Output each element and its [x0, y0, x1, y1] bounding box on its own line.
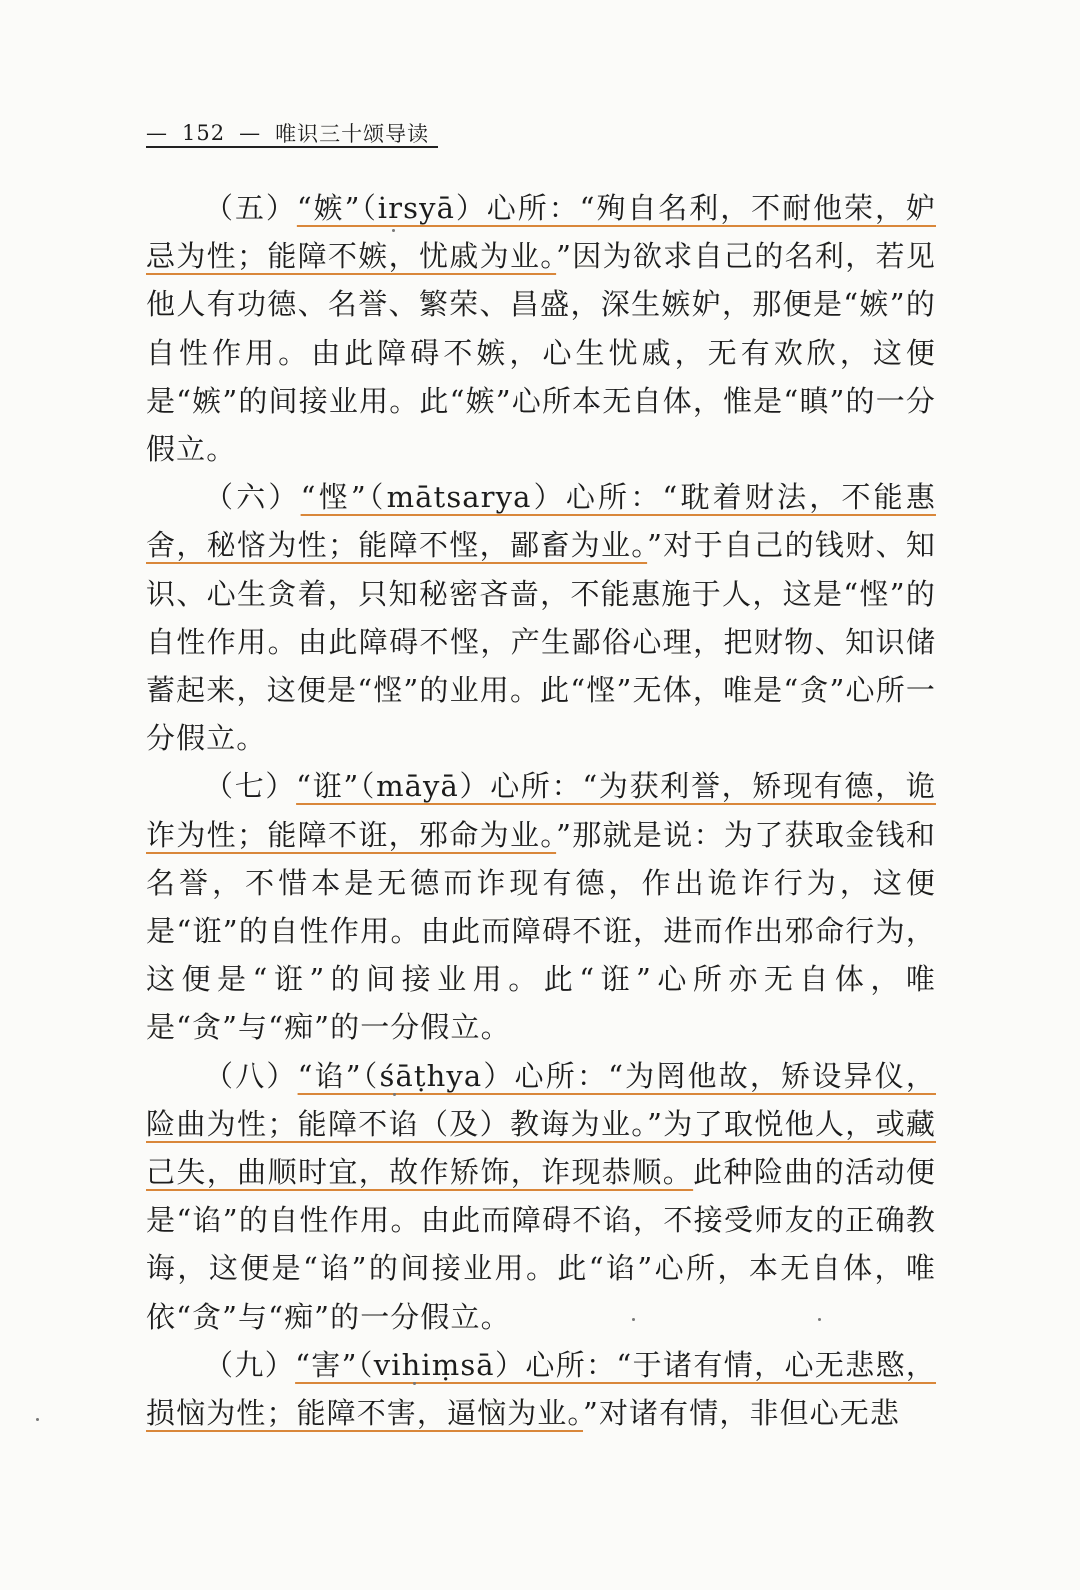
scan-speck — [632, 1318, 635, 1321]
paragraph-sathya — [146, 1052, 936, 1341]
paragraph-lead: （八） — [204, 1058, 298, 1093]
paragraph-lead: （六） — [204, 480, 301, 515]
scan-speck — [393, 1093, 396, 1096]
paragraph-commentary: ”对于自己的钱财、知识、心生贪着，只知秘密吝啬，不能惠施于人，这是“悭”的自性作用。由此障碍不悭，产生鄙俗心理，把财物、知识储蓄起来，这便是“悭”的业用。此“悭”无体，唯是“贪”心所一分假立。 — [146, 528, 937, 756]
paragraph-lead: （五） — [204, 191, 297, 225]
paragraph-matsarya — [146, 473, 936, 762]
highlighted-quote: “诳”（māyā）心所：“为获利誉，矫现有德，诡诈为性；能障不诳，邪命为业。 — [146, 769, 936, 852]
highlighted-quote: “谄”（śāṭhya）心所：“为罔他故，矫设异仪，险曲为性；能障不谄（及）教诲为业。”为了取悦他人，或藏己失，曲顺时宜，故作矫饰，诈现恭顺。 — [146, 1058, 936, 1190]
running-header — [146, 118, 429, 148]
body-text — [146, 184, 936, 1437]
scan-speck — [392, 229, 395, 232]
book-title: 唯识三十颂导读 — [275, 122, 430, 146]
paragraph-lead: （七） — [204, 769, 297, 804]
paragraph-maya — [146, 762, 936, 1051]
paragraph-vihimsa — [146, 1341, 936, 1437]
scan-speck — [36, 1418, 39, 1421]
paragraph-commentary: ”因为欲求自己的名利，若见他人有功德、名誉、繁荣、昌盛，深生嫉妒，那便是“嫉”的自性作用。由此障碍不嫉，心生忧戚，无有欢欣，这便是“嫉”的间接业用。此“嫉”心所本无自体，惟是“瞋”的一分假立。 — [146, 239, 936, 467]
highlighted-quote: “嫉”（irsyā）心所：“殉自名利，不耐他荣，妒忌为性；能障不嫉，忧戚为业。 — [146, 191, 936, 274]
paragraph-commentary: 此种险曲的活动便是“谄”的自性作用。由此而障碍不谄，不接受师友的正确教诲，这便是“谄”的间接业用。此“谄”心所，本无自体，唯依“贪”与“痴”的一分假立。 — [146, 1155, 936, 1334]
scan-speck — [818, 1318, 821, 1321]
scan-speck — [413, 1382, 416, 1385]
header-rule — [146, 146, 438, 148]
paragraph-lead: （九） — [204, 1347, 296, 1382]
highlighted-quote: “悭”（mātsarya）心所：“耽着财法，不能惠舍，秘悋为性；能障不悭，鄙畜为业。 — [146, 480, 936, 563]
page-number: 152 — [182, 121, 226, 145]
header-dash: — — [146, 121, 168, 145]
highlighted-quote: “害”（vihiṃsā）心所：“于诸有情，心无悲愍，损恼为性；能障不害，逼恼为业。 — [146, 1347, 937, 1431]
paragraph-commentary: ”那就是说：为了获取金钱和名誉，不惜本是无德而诈现有德，作出诡诈行为，这便是“诳”的自性作用。由此而障碍不诳，进而作出邪命行为，这便是“诳”的间接业用。此“诳”心所亦无自体，唯是“贪”与“痴”的一分假立。 — [146, 817, 936, 1045]
paragraph-commentary: ”对诸有情，非但心无悲 — [583, 1396, 900, 1431]
paragraph-irsya — [146, 184, 936, 473]
header-dash: — — [239, 121, 262, 145]
